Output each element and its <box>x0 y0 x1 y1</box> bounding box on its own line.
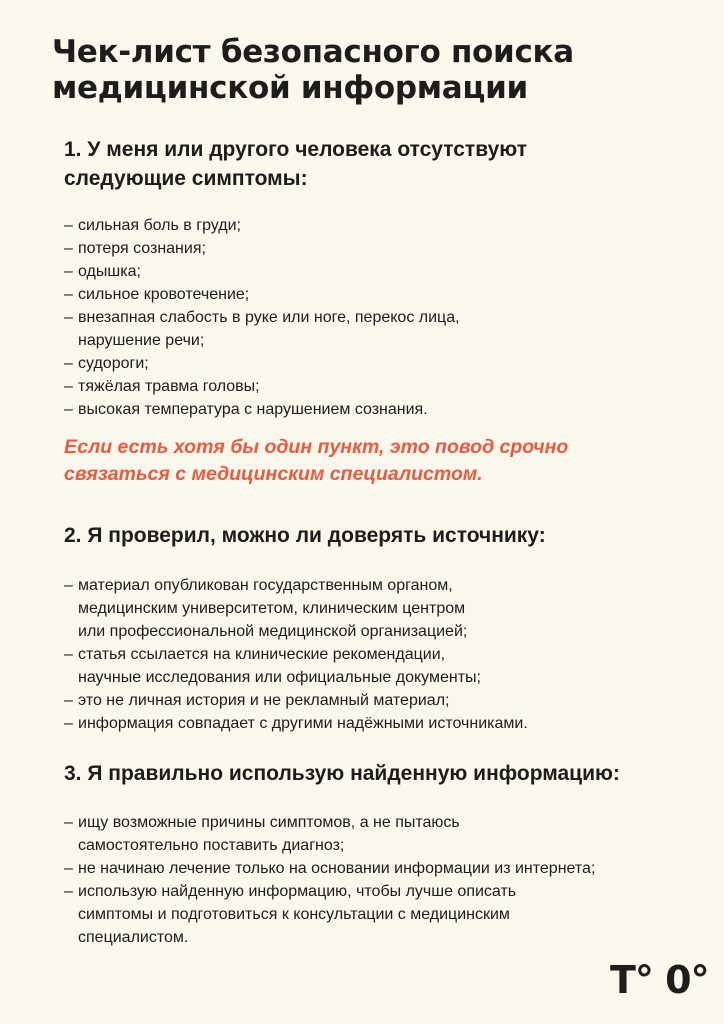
list-item-text: это не личная история и не рекламный материал; <box>78 692 450 709</box>
list-item <box>64 398 704 421</box>
title-line-2: медицинской информации <box>52 70 528 106</box>
list-item-text: научные исследования или официальные документы; <box>78 669 481 686</box>
source-check-list <box>64 574 704 735</box>
list-item-text: сильное кровотечение; <box>78 286 250 303</box>
list-item <box>64 375 704 398</box>
list-item-text: одышка; <box>78 263 141 280</box>
section-information-use <box>64 759 704 949</box>
warning-text <box>64 434 704 488</box>
list-item <box>64 857 704 880</box>
section-source-trust <box>64 521 704 735</box>
list-item-text: внезапная слабость в руке или ноге, перекос лица, <box>78 309 460 326</box>
list-dash: – <box>64 814 73 831</box>
list-item <box>64 260 704 283</box>
list-item-text: тяжёлая травма головы; <box>78 378 260 395</box>
section-heading: 2. Я проверил, можно ли доверять источнику: <box>64 524 546 547</box>
list-dash: – <box>64 309 73 326</box>
list-item <box>64 880 704 949</box>
list-item <box>64 283 704 306</box>
symptom-list <box>64 214 704 421</box>
list-item-text: статья ссылается на клинические рекомендации, <box>78 646 446 663</box>
list-dash: – <box>64 240 73 257</box>
list-item-text: материал опубликован государственным органом, <box>78 577 453 594</box>
warning-line-2: связаться с медицинским специалистом. <box>64 463 483 485</box>
brand-logo: T° 0° <box>610 958 709 1002</box>
list-item-text: медицинским университетом, клиническим центром <box>78 600 466 617</box>
list-item-text: ищу возможные причины симптомов, а не пытаюсь <box>78 814 460 831</box>
page-title <box>52 34 692 106</box>
section-symptoms <box>64 135 704 488</box>
list-dash: – <box>64 883 73 900</box>
list-item-text: потеря сознания; <box>78 240 206 257</box>
section-heading <box>64 135 704 193</box>
list-item-text: не начинаю лечение только на основании информации из интернета; <box>78 860 596 877</box>
list-dash: – <box>64 263 73 280</box>
list-dash: – <box>64 860 73 877</box>
list-item-text: сильная боль в груди; <box>78 217 241 234</box>
list-dash: – <box>64 646 73 663</box>
list-item <box>64 643 704 689</box>
list-item <box>64 574 704 643</box>
title-line-1: Чек-лист безопасного поиска <box>52 34 574 70</box>
list-item-text: симптомы и подготовиться к консультации с медицинским <box>78 906 510 923</box>
list-item <box>64 352 704 375</box>
list-item-text: судороги; <box>78 355 149 372</box>
list-item-text: использую найденную информацию, чтобы лучше описать <box>78 883 517 900</box>
heading-line-2: следующие симптомы: <box>64 167 308 190</box>
list-dash: – <box>64 401 73 418</box>
heading-line-1: 1. У меня или другого человека отсутствуют <box>64 138 527 161</box>
list-dash: – <box>64 378 73 395</box>
list-item <box>64 689 704 712</box>
list-dash: – <box>64 715 73 732</box>
warning-line-1: Если есть хотя бы один пункт, это повод срочно <box>64 436 569 458</box>
list-item <box>64 237 704 260</box>
list-item <box>64 214 704 237</box>
list-item <box>64 306 704 352</box>
section-heading: 3. Я правильно использую найденную информацию: <box>64 762 620 785</box>
usage-list <box>64 811 704 949</box>
list-item-text: высокая температура с нарушением сознания. <box>78 401 428 418</box>
list-item-text: или профессиональной медицинской организацией; <box>78 623 468 640</box>
list-item <box>64 712 704 735</box>
list-item <box>64 811 704 857</box>
list-item-text: специалистом. <box>78 929 189 946</box>
list-item-text: самостоятельно поставить диагноз; <box>78 837 345 854</box>
list-dash: – <box>64 355 73 372</box>
list-item-text: нарушение речи; <box>78 332 205 349</box>
list-dash: – <box>64 217 73 234</box>
list-dash: – <box>64 577 73 594</box>
list-item-text: информация совпадает с другими надёжными источниками. <box>78 715 528 732</box>
list-dash: – <box>64 286 73 303</box>
list-dash: – <box>64 692 73 709</box>
